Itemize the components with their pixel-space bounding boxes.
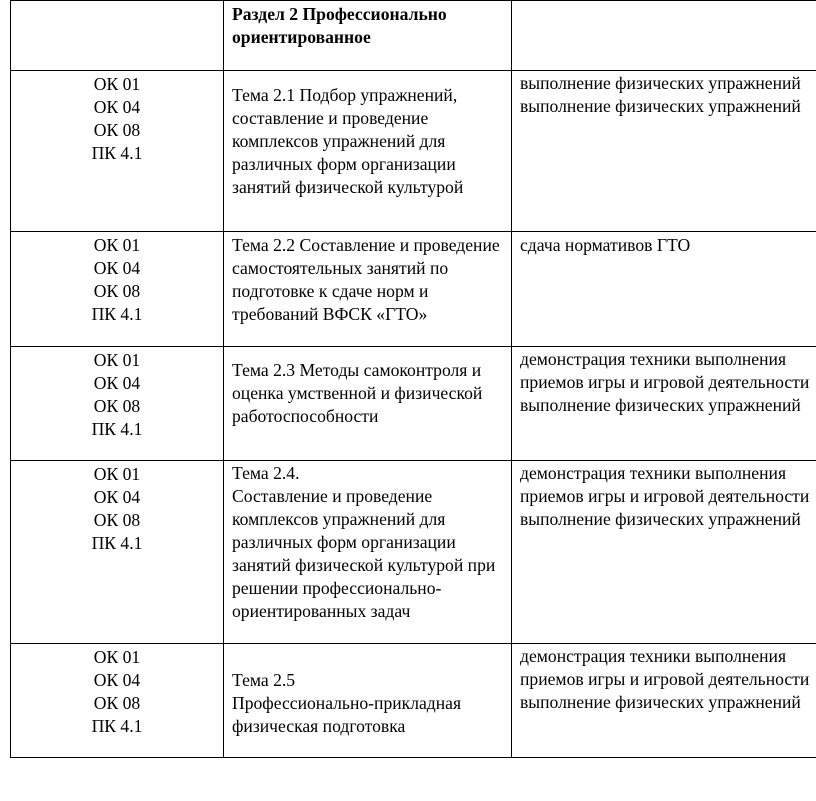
competence-code: ОК 04 <box>93 97 141 117</box>
competence-code: ОК 08 <box>93 281 141 301</box>
competence-code: ОК 04 <box>93 487 141 507</box>
competence-code: ПК 4.1 <box>91 304 143 324</box>
competence-code: ПК 4.1 <box>91 419 143 439</box>
activity-cell <box>512 461 816 644</box>
activity-text: демонстрация техники выполнения приемов игры и игровой деятельности выполнение физических упражнений <box>520 463 810 529</box>
competence-code: ОК 01 <box>93 647 141 667</box>
topic-cell <box>224 644 512 758</box>
activity-text: выполнение физических упражнений выполнение физических упражнений <box>520 73 801 116</box>
codes-cell <box>11 644 224 758</box>
competence-code: ПК 4.1 <box>91 716 143 736</box>
competence-code: ОК 01 <box>93 464 141 484</box>
activity-text: демонстрация техники выполнения приемов игры и игровой деятельности выполнение физических упражнений <box>520 349 810 415</box>
codes-cell <box>11 232 224 347</box>
topic-cell <box>224 71 512 232</box>
codes-cell <box>11 71 224 232</box>
topic-cell <box>224 461 512 644</box>
competence-code: ОК 01 <box>93 235 141 255</box>
codes-cell <box>11 461 224 644</box>
section-title: Раздел 2 Профессионально ориентированное <box>232 4 447 47</box>
topic-heading: Тема 2.4. <box>232 463 300 483</box>
competence-code: ОК 04 <box>93 373 141 393</box>
codes-cell <box>11 1 224 71</box>
topic-cell <box>224 347 512 461</box>
competence-code: ПК 4.1 <box>91 143 143 163</box>
activity-cell <box>512 347 816 461</box>
topic-heading: Тема 2.5 <box>232 670 296 690</box>
section-title-cell <box>224 1 512 71</box>
activity-cell <box>512 71 816 232</box>
competence-code: ОК 04 <box>93 258 141 278</box>
competence-code: ОК 01 <box>93 74 141 94</box>
table-row <box>11 232 816 347</box>
activity-cell <box>512 232 816 347</box>
table-row <box>11 1 816 71</box>
topic-text: Тема 2.2 Составление и проведение самостоятельных занятий по подготовке к сдаче норм и требований ВФСК «ГТО» <box>232 235 500 324</box>
topic-text: Профессионально-прикладная физическая подготовка <box>232 693 462 736</box>
codes-cell <box>11 347 224 461</box>
competence-code: ОК 04 <box>93 670 141 690</box>
competence-code: ОК 08 <box>93 120 141 140</box>
competence-code: ПК 4.1 <box>91 533 143 553</box>
competence-code: ОК 08 <box>93 396 141 416</box>
table-row <box>11 461 816 644</box>
topic-cell <box>224 232 512 347</box>
activity-text: демонстрация техники выполнения приемов игры и игровой деятельности выполнение физических упражнений <box>520 646 810 712</box>
activity-cell <box>512 644 816 758</box>
table-row <box>11 644 816 758</box>
activity-text: сдача нормативов ГТО <box>520 235 691 255</box>
table-row <box>11 71 816 232</box>
table-row <box>11 347 816 461</box>
activity-cell <box>512 1 816 71</box>
topic-text: Тема 2.1 Подбор упражнений, составление и проведение комплексов упражнений для различных форм организации занятий физической культурой <box>232 85 464 197</box>
competence-code: ОК 08 <box>93 510 141 530</box>
topic-text: Составление и проведение комплексов упражнений для различных форм организации занятий физической культурой при решении профессионально-ориентированных задач <box>232 486 496 621</box>
competence-code: ОК 08 <box>93 693 141 713</box>
program-table <box>10 0 816 758</box>
topic-text: Тема 2.3 Методы самоконтроля и оценка умственной и физической работоспособности <box>232 360 483 426</box>
competence-code: ОК 01 <box>93 350 141 370</box>
